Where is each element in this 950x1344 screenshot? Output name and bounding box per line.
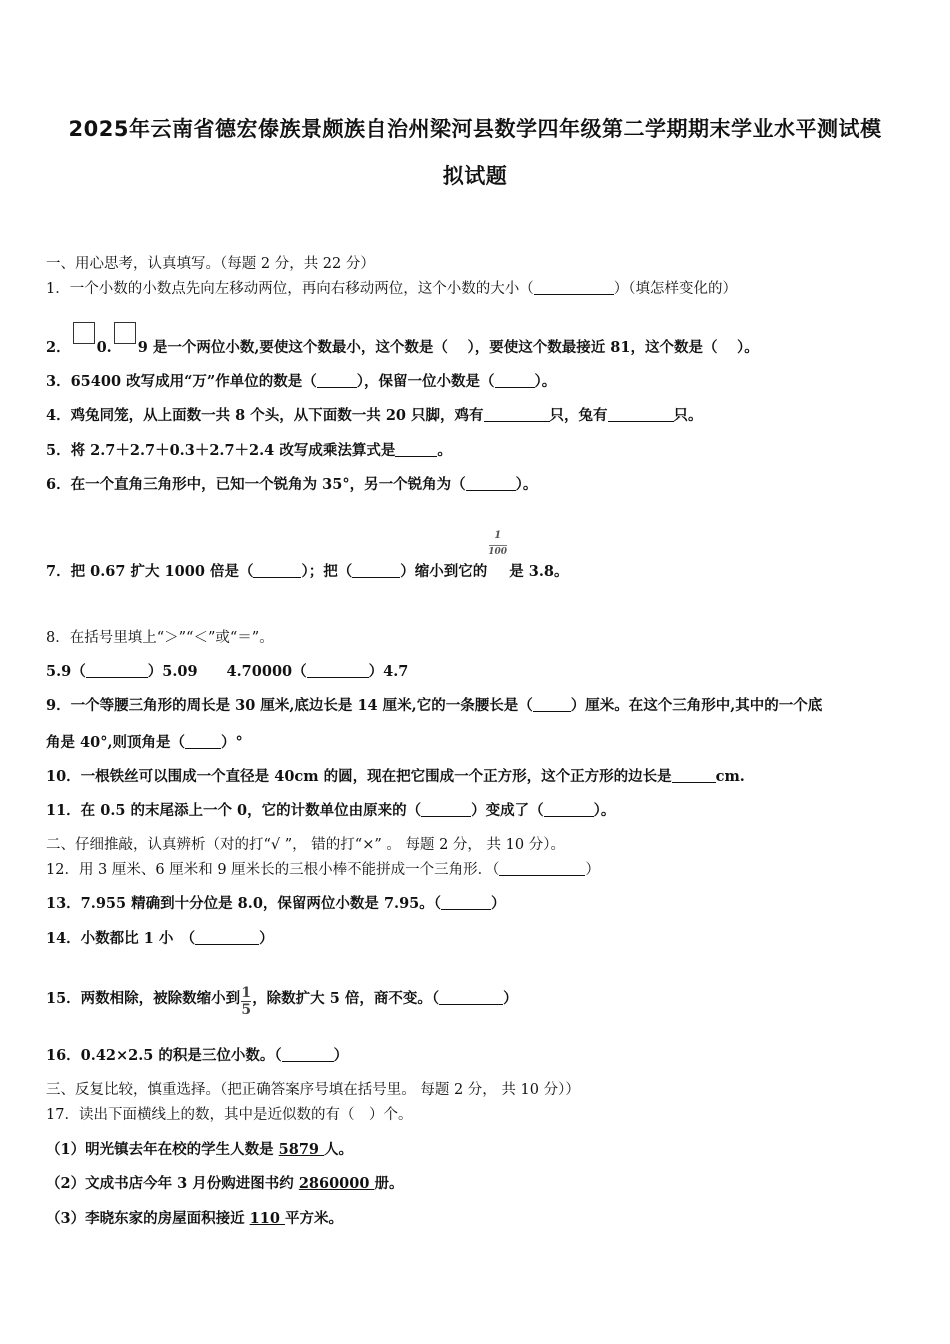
q7-frac-den: 100 [488, 547, 507, 557]
q17-3-text-a: （3）李晓东家的房屋面积接近 [46, 1210, 250, 1227]
q2-num: 2． [46, 339, 71, 356]
q2-box-2[interactable] [114, 322, 136, 344]
q16-text-a: 16．0.42×2.5 的积是三位小数。（ [46, 1047, 282, 1064]
question-8: 8．在括号里填上“＞”“＜”或“＝”。 [46, 630, 274, 646]
q17-1-text-b: 人。 [324, 1141, 354, 1158]
question-1 [46, 277, 737, 298]
question-16 [46, 1044, 348, 1065]
q2-mid: 0. [96, 339, 112, 356]
q5-text-b: 。 [437, 442, 452, 459]
q7-blank-2[interactable] [352, 563, 400, 578]
question-13 [46, 892, 506, 913]
q3-text-a: 3．65400 改写成用“万”作单位的数是（ [46, 373, 317, 390]
q13-text-b: ） [491, 895, 506, 912]
q1-text: 1．一个小数的小数点先向左移动两位，再向右移动两位，这个小数的大小（ [46, 281, 534, 297]
q8-text-a: 5.9（ [46, 663, 86, 680]
q17-2-text-b: 册。 [374, 1175, 404, 1192]
q12-text-a: 12．用 3 厘米、6 厘米和 9 厘米长的三根小棒不能拼成一个三角形．（ [46, 862, 500, 878]
q9-text-b: ）厘米。在这个三角形中,其中的一个底 [570, 697, 823, 714]
q8-blank-2[interactable] [307, 663, 369, 678]
q5-blank[interactable] [395, 442, 437, 457]
q7-blank-1[interactable] [253, 563, 301, 578]
q12-blank[interactable] [499, 861, 585, 876]
fraction-one-fifth [241, 985, 251, 1018]
q15-text-a: 15．两数相除，被除数缩小到 [46, 990, 241, 1007]
question-17: 17．读出下面横线上的数，其中是近似数的有（ ）个。 [46, 1107, 413, 1123]
q13-text-a: 13．7.955 精确到十分位是 8.0，保留两位小数是 7.95。（ [46, 895, 442, 912]
q6-text-a: 6．在一个直角三角形中，已知一个锐角为 35°，另一个锐角为（ [46, 476, 466, 493]
q15-text-c: ） [503, 990, 518, 1007]
q13-blank[interactable] [441, 895, 491, 910]
question-17-item-2 [46, 1172, 404, 1193]
q6-text-b: ）。 [515, 476, 538, 493]
question-6 [46, 473, 537, 494]
q15-text-b: ，除数扩大 5 倍，商不变。（ [252, 990, 440, 1007]
question-17-item-3 [46, 1207, 343, 1228]
question-8-items [46, 660, 408, 681]
q8-text-c: ）4.7 [368, 663, 409, 680]
q16-text-b: ） [333, 1047, 349, 1064]
q9-blank-2[interactable] [185, 734, 221, 749]
q7-text-a: 7．把 0.67 扩大 1000 倍是（ [46, 563, 254, 580]
doc-title-line1: 2025年云南省德宏傣族景颇族自治州梁河县数学四年级第二学期期末学业水平测试模 [68, 117, 882, 141]
q17-3-text-b: 平方米。 [284, 1210, 343, 1227]
q5-text-a: 5．将 2.7＋2.7＋0.3＋2.7＋2.4 改写成乘法算式是 [46, 442, 396, 459]
question-9-line1 [46, 694, 822, 715]
question-14 [46, 927, 274, 948]
q15-frac-den: 5 [241, 1002, 252, 1018]
section2-heading: 二、仔细推敲，认真辨析（对的打“√ ”， 错的打“×” 。 每题 2 分， 共 10 分）。 [46, 837, 565, 853]
q1-tail: ）（填怎样变化的） [613, 281, 737, 297]
q17-2-text-a: （2）文成书店今年 3 月份购进图书约 [46, 1175, 299, 1192]
question-3 [46, 370, 556, 391]
q17-1-underlined: 5879 [278, 1141, 325, 1158]
q4-text-c: 只。 [673, 407, 703, 424]
q9-text-d: ）° [221, 734, 243, 751]
q7-frac-num: 1 [494, 530, 502, 541]
question-15 [46, 985, 518, 1018]
q10-blank[interactable] [672, 768, 716, 783]
q15-frac-num: 1 [241, 985, 252, 1001]
q11-blank-1[interactable] [421, 802, 471, 817]
q11-blank-2[interactable] [544, 802, 594, 817]
q7-text-c: ）缩小到它的 [400, 563, 488, 580]
q3-blank-2[interactable] [495, 373, 535, 388]
question-5 [46, 439, 452, 460]
question-10 [46, 765, 745, 786]
q12-text-b: ） [585, 862, 600, 878]
q2-box-1[interactable] [73, 322, 95, 344]
q10-text-a: 10．一根铁丝可以围成一个直径是 40cm 的圆，现在把它围成一个正方形，这个正方形的边长是 [46, 768, 672, 785]
question-2 [46, 322, 759, 357]
q3-blank-1[interactable] [317, 373, 357, 388]
question-4 [46, 404, 703, 425]
q4-blank-2[interactable] [608, 407, 674, 422]
q7-text-d: 是 3.8。 [509, 563, 569, 580]
q6-blank[interactable] [466, 476, 516, 491]
q3-text-c: ）。 [534, 373, 557, 390]
q8-text-b: ）5.09 4.70000（ [147, 663, 307, 680]
q4-text-a: 4．鸡兔同笼，从上面数一共 8 个头，从下面数一共 20 只脚，鸡有 [46, 407, 484, 424]
q17-2-underlined: 2860000 [298, 1175, 375, 1192]
q4-blank-1[interactable] [484, 407, 550, 422]
question-11 [46, 799, 615, 820]
q11-text-b: ）变成了（ [471, 802, 544, 819]
question-7 [46, 530, 569, 581]
question-9-line2 [46, 731, 243, 752]
q3-text-b: ），保留一位小数是（ [356, 373, 495, 390]
section1-heading: 一、用心思考，认真填写。（每题 2 分，共 22 分） [46, 256, 375, 272]
q10-text-b: cm. [715, 768, 745, 785]
q17-3-underlined: 110 [249, 1210, 285, 1227]
q17-1-text-a: （1）明光镇去年在校的学生人数是 [46, 1141, 279, 1158]
q8-blank-1[interactable] [86, 663, 148, 678]
section3-heading: 三、反复比较，慎重选择。（把正确答案序号填在括号里。 每题 2 分， 共 10 分）） [46, 1082, 580, 1098]
q2-text: 9 是一个两位小数,要使这个数最小，这个数是（ ），要使这个数最接近 81，这个数是（ ）。 [137, 339, 759, 356]
q11-text-a: 11．在 0.5 的末尾添上一个 0，它的计数单位由原来的（ [46, 802, 422, 819]
fraction-one-hundredth-image [487, 530, 509, 574]
doc-title-line2: 拟试题 [442, 164, 508, 188]
q9-text-a: 9．一个等腰三角形的周长是 30 厘米,底边长是 14 厘米,它的一条腰长是（ [46, 697, 533, 714]
q7-text-b: ）；把（ [301, 563, 353, 580]
q14-text-b: ） [259, 930, 274, 947]
question-12 [46, 858, 600, 879]
q1-blank[interactable] [534, 280, 614, 295]
q14-text-a: 14．小数都比 1 小 （ [46, 930, 196, 947]
q4-text-b: 只，兔有 [549, 407, 608, 424]
q15-blank[interactable] [439, 990, 503, 1005]
q16-blank[interactable] [282, 1047, 334, 1062]
q11-text-c: ）。 [593, 802, 616, 819]
q14-blank[interactable] [195, 930, 259, 945]
q9-blank-1[interactable] [533, 697, 571, 712]
q9-text-c: 角是 40°,则顶角是（ [46, 734, 186, 751]
question-17-item-1 [46, 1138, 353, 1159]
